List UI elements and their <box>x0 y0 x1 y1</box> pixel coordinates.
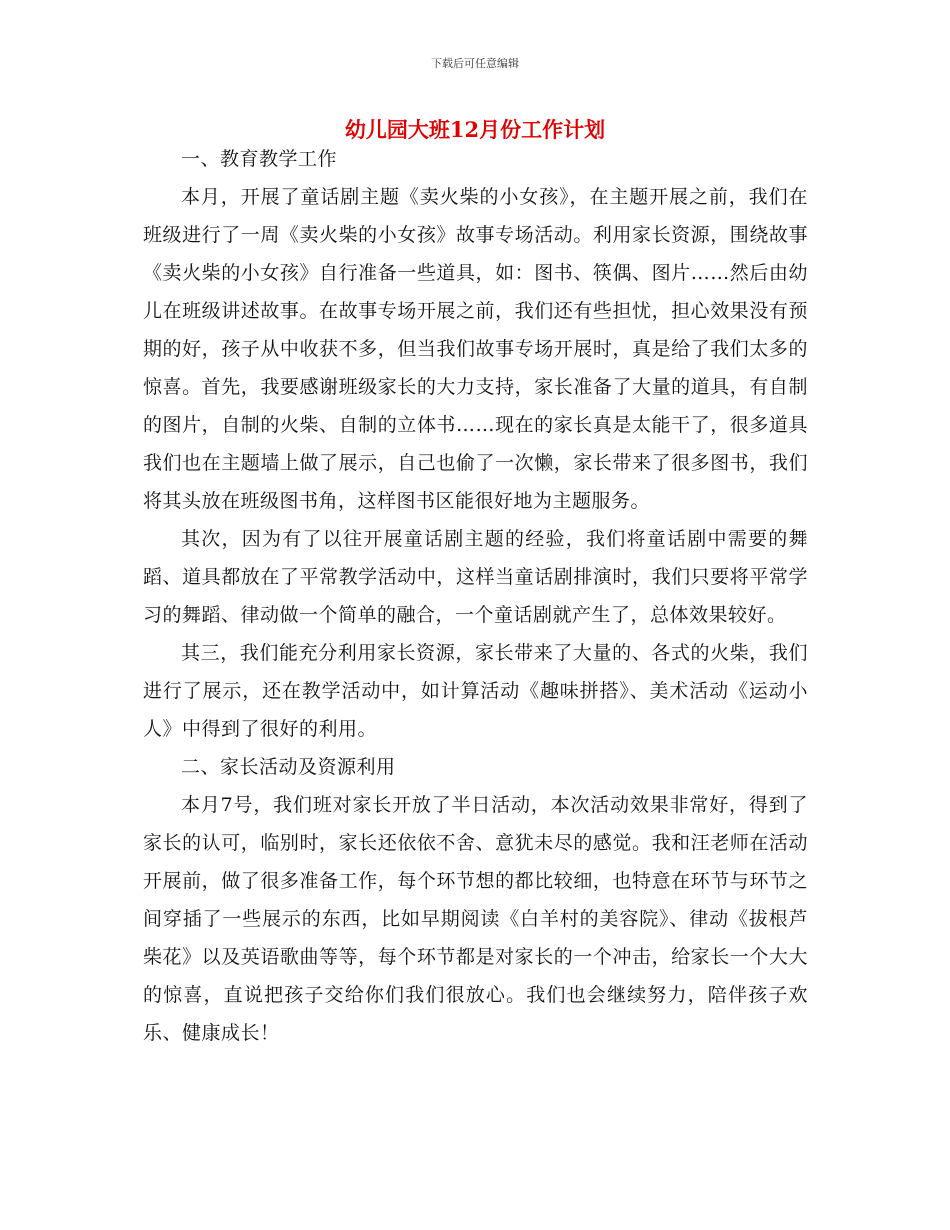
document-body <box>143 140 808 1052</box>
paragraph: 本月7号，我们班对家长开放了半日活动，本次活动效果非常好，得到了家长的认可，临别时，家长还依依不舍、意犹未尽的感觉。我和汪老师在活动开展前，做了很多准备工作，每个环节想的都比较细，也特意在环节与环节之间穿插了一些展示的东西，比如早期阅读《白羊村的美容院》、律动《拔根芦柴花》以及英语歌曲等等，每个环节都是对家长的一个冲击，给家长一个大大的惊喜，直说把孩子交给你们我们很放心。我们也会继续努力，陪伴孩子欢乐、健康成长！ <box>143 794 808 1044</box>
section-heading-education: 一、教育教学工作 <box>181 148 338 170</box>
paragraph: 其三，我们能充分利用家长资源，家长带来了大量的、各式的火柴，我们进行了展示，还在教学活动中，如计算活动《趣味拼搭》、美术活动《运动小人》中得到了很好的利用。 <box>143 642 808 740</box>
section-heading-parents: 二、家长活动及资源利用 <box>181 756 396 778</box>
paragraph: 本月，开展了童话剧主题《卖火柴的小女孩》，在主题开展之前，我们在班级进行了一周《卖火柴的小女孩》故事专场活动。利用家长资源，围绕故事《卖火柴的小女孩》自行准备一些道具，如：图书、筷偶、图片……然后由幼儿在班级讲述故事。在故事专场开展之前，我们还有些担忧，担心效果没有预期的好，孩子从中收获不多，但当我们故事专场开展时，真是给了我们太多的惊喜。首先，我要感谢班级家长的大力支持，家长准备了大量的道具，有自制的图片，自制的火柴、自制的立体书……现在的家长真是太能干了，很多道具我们也在主题墙上做了展示，自己也偷了一次懒，家长带来了很多图书，我们将其头放在班级图书角，这样图书区能很好地为主题服务。 <box>143 186 808 512</box>
paragraph: 其次，因为有了以往开展童话剧主题的经验，我们将童话剧中需要的舞蹈、道具都放在了平常教学活动中，这样当童话剧排演时，我们只要将平常学习的舞蹈、律动做一个简单的融合，一个童话剧就产生了，总体效果较好。 <box>143 528 808 626</box>
header-note: 下载后可任意编辑 <box>431 57 519 70</box>
document-title: 幼儿园大班12月份工作计划 <box>344 117 606 142</box>
